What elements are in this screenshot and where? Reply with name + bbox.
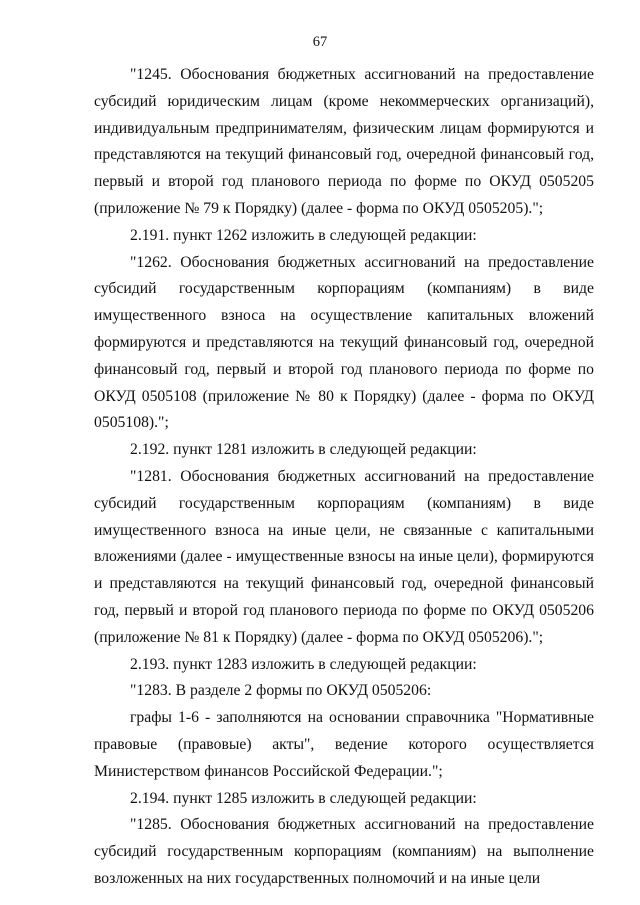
page-number: 67 [312, 34, 328, 50]
instruction-2-192: 2.192. пункт 1281 изложить в следующей редакции: [130, 441, 477, 459]
instruction-2-194: 2.194. пункт 1285 изложить в следующей редакции: [130, 789, 477, 807]
paragraph-1262-text: "1262. Обоснования бюджетных ассигнований на предоставление субсидий государственным корпорациям (компаниям) в виде имущественного взноса на осуществление капитальных вложений формируются и представляются на текущий финансовый год, очередной финансовый год, первый и второй год планового периода по форме по ОКУД 0505108 (приложение № 80 к Порядку) (далее - форма по ОКУД 0505108)."; [94, 253, 594, 432]
paragraph-1283-heading: "1283. В разделе 2 формы по ОКУД 0505206: [130, 682, 432, 700]
instruction-2-193: 2.193. пункт 1283 изложить в следующей редакции: [130, 655, 477, 673]
instruction-2-191: 2.191. пункт 1262 изложить в следующей редакции: [130, 226, 477, 244]
paragraph-1245-text: "1245. Обоснования бюджетных ассигнований на предоставление субсидий юридическим лицам (кроме некоммерческих организаций), индивидуальным предпринимателям, физическим лицам формируются и представляются на текущий финансовый год, очередной финансовый год, первый и второй год планового периода по форме по ОКУД 0505205 (приложение № 79 к Порядку) (далее - форма по ОКУД 0505205)."; [94, 66, 594, 217]
paragraph-1285-text: "1285. Обоснования бюджетных ассигнований на предоставление субсидий государственным корпорациям (компаниям) на выполнение возложенных на них государственных полномочий и на иные цели [94, 816, 594, 887]
paragraph-1281-text: "1281. Обоснования бюджетных ассигнований на предоставление субсидий государственным корпорациям (компаниям) в виде имущественного взноса на иные цели, не связанные с капитальными вложениями (далее - имущественные взносы на иные цели), формируются и представляются на текущий финансовый год, очередной финансовый год, первый и второй год планового периода по форме по ОКУД 0505206 (приложение № 81 к Порядку) (далее - форма по ОКУД 0505206)."; [94, 467, 594, 646]
document-body [94, 62, 594, 893]
paragraph-1283-columns: графы 1-6 - заполняются на основании справочника "Нормативные правовые (правовые) акты", ведение которого осуществляется Министерством финансов Российской Федерации."; [94, 709, 594, 780]
